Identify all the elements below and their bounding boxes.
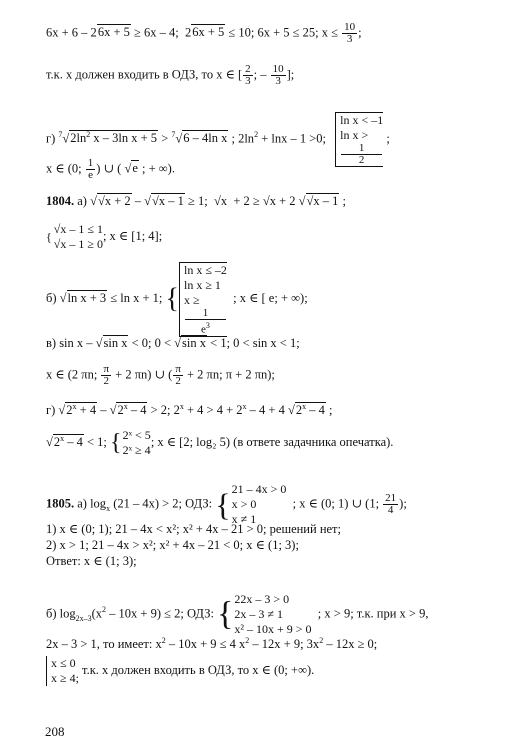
ln-cases-system: ln x < –1 ln x > 1 2 [335, 112, 383, 167]
line-17: 2x – 3 > 1, то имеет: $x^2 - 10x + 9 \le 4$ $x^2 - 12x + 9$; $3x^2 - 12x \ge 0$; [46, 636, 378, 652]
line-7: б) √ln x + 3 ≤ ln x + 1; { ln x ≤ –2 ln x ≥ 1 x ≥ 1 $e^3$ ; x ∈ [ e; + ∞); [46, 263, 308, 336]
line-6: { √x – 1 ≤ 1 √x – 1 ≥ 0 ; x ∈ [1; 4]; [46, 222, 163, 251]
line-4: x ∈ (0; $\frac{1}{e}$ ) ∪ ( √e ; + ∞). [46, 157, 175, 181]
ln-system: ln x ≤ –2 ln x ≥ 1 x ≥ 1 $e^3$ [179, 262, 227, 337]
line-2: т.к. x должен входить в ОДЗ, то x ∈ [ $\frac{2}{3}$ ; – $\frac{10}{3}$ ]; [46, 63, 295, 87]
line-12: 1805. а) $\log_x (21 - 4x) > 2$; ОДЗ: { 21 – 4x > 0 x > 0 x ≠ 1 ; x ∈ (0; 1) ∪ (1; $\frac{21}{4}$ ); [46, 482, 407, 526]
pow-system: 2ˣ < 5 2ˣ ≥ 4 [122, 428, 151, 457]
odz-b-system: 22x – 3 > 0 2x – 3 ≠ 1 x² – 10x + 9 > 0 [234, 592, 312, 636]
line-13: 1) x ∈ (0; 1); 21 – 4x < x²; x² + 4x – 21 > 0; решений нет; [46, 522, 341, 536]
sqrt-system: { [46, 229, 52, 244]
line-16: б) $\log_{2x-3}(x^2 - 10x + 9) \le 2$; ОДЗ: { 22x – 3 > 0 2x – 3 ≠ 1 x² – 10x + 9 > 0 ; x > 9; т.к. при x > 9, [46, 592, 429, 636]
odz-a-system: 21 – 4x > 0 x > 0 x ≠ 1 [231, 482, 287, 526]
line-1: 6x + 6 – 26x + 5 ≥ 6x – 4; 26x + 5 ≤ 10; 6x + 5 ≤ 25; x ≤ $\frac{10}{3}$ ; [46, 21, 362, 45]
line-18: x ≤ 0 x ≥ 4; т.к. x должен входить в ОДЗ, то x ∈ (0; +∞). [46, 656, 314, 686]
final-cases: x ≤ 0 x ≥ 4; [46, 656, 79, 686]
line-14: 2) x > 1; 21 – 4x > x²; x² + 4x – 21 < 0; x ∈ (1; 3); [46, 538, 299, 552]
line-11: √2$^x$ – 4 < 1; { 2ˣ < 5 2ˣ ≥ 4 ; x ∈ [2; log₂ 5) (в ответе задачника опечатка). [46, 428, 394, 457]
line-5: 1804. а) √√x + 2 – √√x – 1 ≥ 1; √x + 2 ≥ √x + 2 √√x – 1 ; [46, 194, 346, 208]
line-8: в) sin x – √sin x < 0; 0 < √sin x < 1; 0 < sin x < 1; [46, 336, 300, 350]
line-9: x ∈ (2 πn; $\frac{\pi}{2}$ + 2 πn) ∪ ( $\frac{\pi}{2}$ + 2 πn; π + 2 πn); [46, 363, 275, 387]
line-3: г) $^7√2\ln^2$ x – 3ln x + 5 > $^7$√6 – 4ln x ; $2\ln^2 + \ln x - 1 >0$; ln x < –1 ln x > 1 2 ; [46, 113, 390, 166]
line-10: г) $√2^x + 4 - √2^x - 4 > 2$; $2^x + 4 > 4 + 2^x - 4 + 4$ √2$^x$ – 4 ; [46, 402, 333, 418]
line-15: Ответ: x ∈ (1; 3); [46, 554, 137, 568]
page-number: 208 [45, 724, 65, 739]
